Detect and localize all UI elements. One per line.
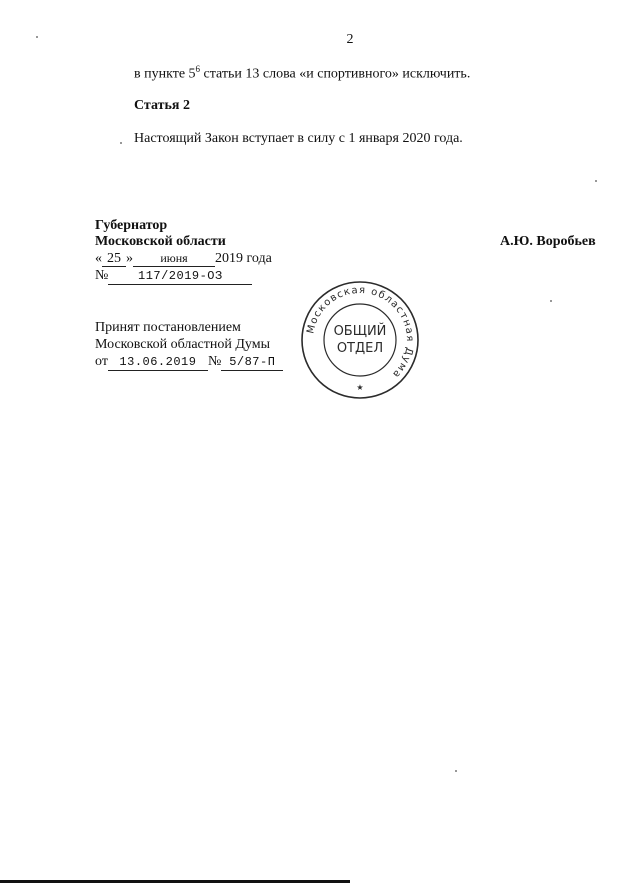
paragraph-amendment-prefix: в пункте 5	[134, 66, 196, 82]
stamp-center-line2: ОТДЕЛ	[336, 341, 384, 356]
official-stamp	[300, 280, 420, 400]
date-open-quote: «	[95, 251, 102, 266]
number-value: 117/2019-ОЗ	[108, 269, 252, 285]
scan-speck	[550, 300, 552, 302]
stamp-outer-ring	[302, 282, 418, 398]
adoption-date-value: 13.06.2019	[108, 355, 208, 371]
signatory-position-line2: Московской области	[95, 234, 226, 249]
date-close-quote: »	[126, 251, 133, 266]
date-year: 2019 года	[215, 251, 272, 266]
scan-speck	[36, 36, 38, 38]
paragraph-amendment-superscript: 6	[195, 64, 201, 74]
paragraph-amendment-suffix: статьи 13 слова «и спортивного» исключить.	[200, 66, 471, 82]
scan-speck	[455, 770, 457, 772]
paragraph-amendment	[134, 64, 470, 83]
bottom-rule	[0, 880, 350, 883]
date-month: июня	[133, 251, 215, 267]
signature-number	[95, 268, 252, 285]
signatory-position-line1: Губернатор	[95, 218, 168, 233]
stamp-inner-ring	[324, 304, 396, 376]
adoption-number-value: 5/87-П	[221, 355, 283, 371]
signature-date	[95, 251, 272, 267]
stamp-center-line1: ОБЩИЙ	[333, 324, 387, 339]
stamp-star: ★	[356, 383, 364, 392]
paragraph-effective-date: Настоящий Закон вступает в силу с 1 января 2020 года.	[134, 131, 463, 146]
number-label: №	[95, 268, 109, 283]
adoption-line2: Московской областной Думы	[95, 337, 270, 352]
signatory-name: А.Ю. Воробьев	[500, 234, 596, 249]
stamp-ring-text: Московская областная Дума	[305, 284, 416, 381]
adoption-line1: Принят постановлением	[95, 320, 241, 335]
adoption-number-label: №	[207, 354, 222, 369]
date-day: 25	[102, 251, 126, 267]
scan-speck	[120, 142, 122, 144]
adoption-date-label: от	[95, 354, 108, 369]
adoption-date-number	[95, 354, 283, 371]
article-heading: Статья 2	[134, 98, 190, 113]
page-number: 2	[346, 32, 354, 47]
scan-speck	[595, 180, 597, 182]
